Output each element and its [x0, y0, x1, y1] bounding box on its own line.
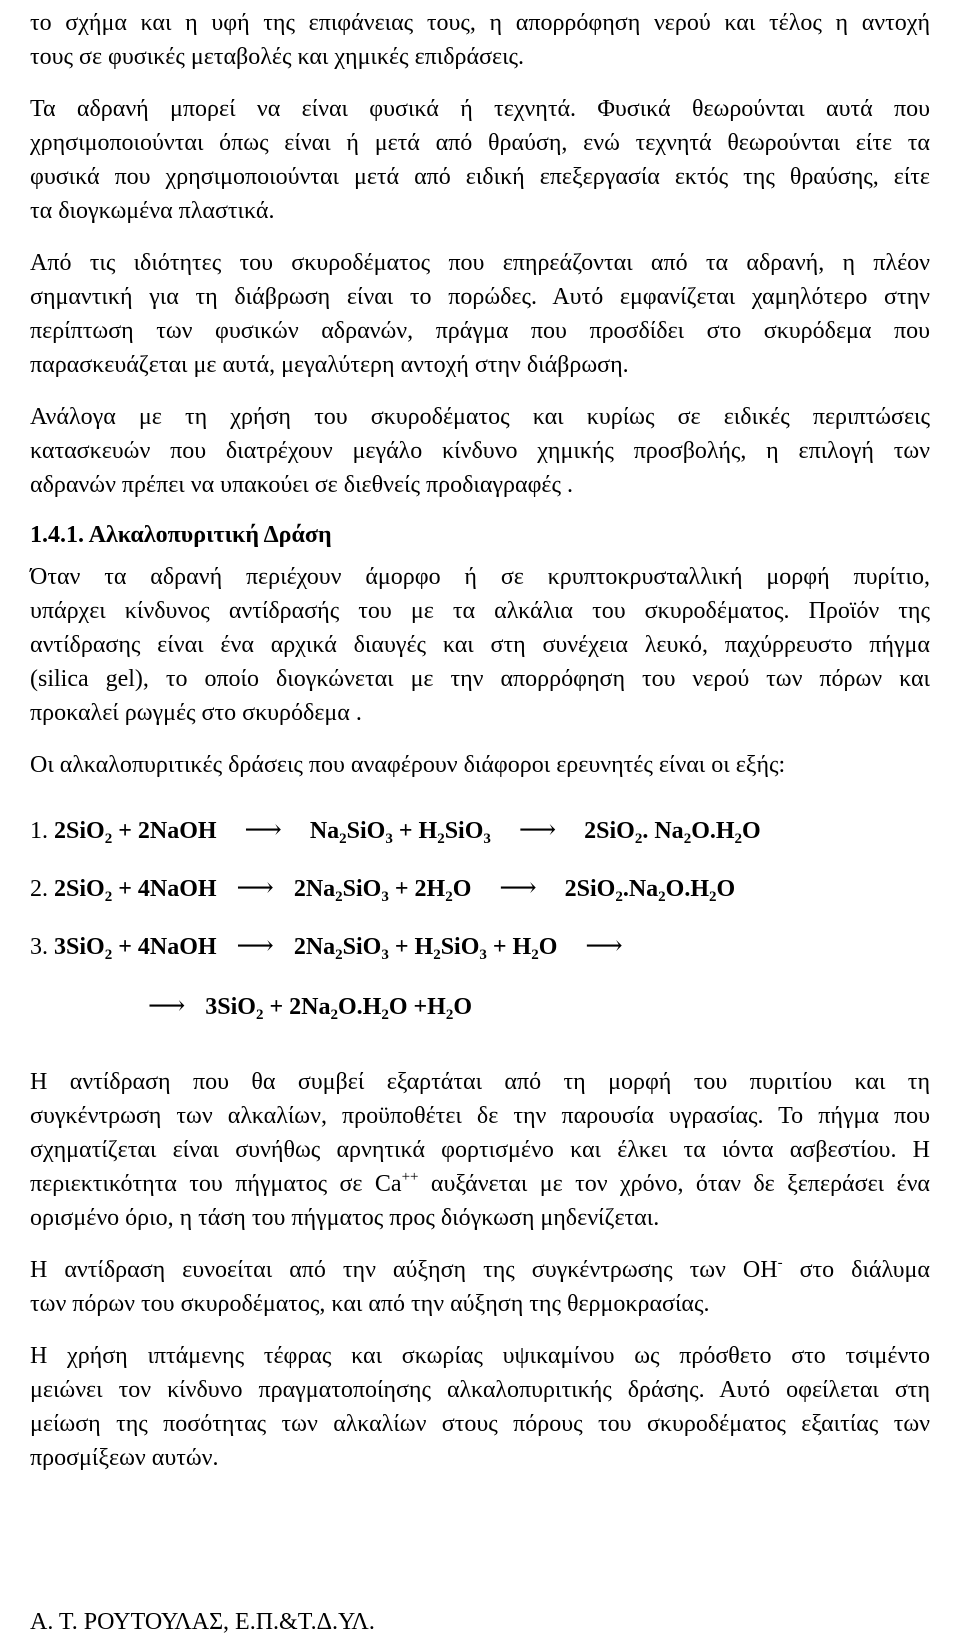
text-line: των πόρων του σκυροδέματος, και από την αύξηση της θερμοκρασίας. [30, 1291, 710, 1317]
reactants: 2SiO$_2$ + 2NaOH [54, 818, 217, 847]
text-line: φυσικά που χρησιμοποιούνται μετά από ειδική επεξεργασία εκτός της θραύσης, είτε [30, 164, 930, 190]
text-line: Η αντίδραση που θα συμβεί εξαρτάται από τη μορφή του πυριτίου και τη [30, 1069, 930, 1095]
reaction-arrow-icon: ⟶ [499, 873, 537, 902]
text-line: σημαντική για τη διάβρωση είναι το πορώδες. Αυτό εμφανίζεται χαμηλότερο στην [30, 284, 930, 310]
text-line: Ανάλογα με τη χρήση του σκυροδέματος και κυρίως σε ειδικές περιπτώσεις [30, 404, 930, 430]
text-line: τους σε φυσικές μεταβολές και χημικές επιδράσεις. [30, 44, 525, 70]
reaction-3-continuation [148, 986, 472, 1026]
text-line: Όταν τα αδρανή περιέχουν άμορφο ή σε κρυπτοκρυσταλλική μορφή πυρίτιο, [30, 564, 930, 590]
text-line: χρησιμοποιούνται όπως είναι ή μετά από θραύση, ενώ τεχνητά θεωρούνται είτε τα [30, 130, 930, 156]
reaction-arrow-icon: ⟶ [236, 931, 274, 960]
text-line: αδρανών πρέπει να υπακούει σε διεθνείς προδιαγραφές . [30, 472, 574, 498]
reaction-arrow-icon: ⟶ [518, 815, 557, 844]
text-line: μείωση της ποσότητας των αλκαλίων στους πόρους του σκυροδέματος εξαιτίας των [30, 1411, 930, 1437]
reaction-arrow-icon: ⟶ [236, 873, 274, 902]
final-products: $3SiO_2 + 2Na_2O.H_2O +H_2O$ [205, 994, 473, 1023]
final-products: 2SiO$_2$. $Na_2O.H_2O$ [584, 818, 761, 847]
text-line: κατασκευών που διατρέχουν μεγάλο κίνδυνο χημικής προσβολής, η επιλογή των [30, 438, 930, 464]
text-line: προσμίξεων αυτών. [30, 1445, 219, 1471]
text-line: αντίδρασης είναι ένα αρχικά διαυγές και στη συνέχεια λευκό, παχύρρευστο πήγμα [30, 632, 930, 658]
reaction-2 [30, 868, 735, 908]
text-line: προκαλεί ρωγμές στο σκυρόδεμα . [30, 700, 362, 726]
section-heading: 1.4.1. Αλκαλοπυριτική Δράση [30, 522, 332, 548]
reactants: 2SiO$_2$ + 4NaOH [54, 876, 217, 905]
text-line: Οι αλκαλοπυριτικές δράσεις που αναφέρουν διάφοροι ερευνητές είναι οι εξής: [30, 752, 786, 778]
reactants: 3SiO$_2$ + 4NaOH [54, 934, 217, 963]
text-line: συγκέντρωση των αλκαλίων, προϋποθέτει δε την παρουσία υγρασίας. Το πήγμα που [30, 1103, 930, 1129]
reaction-arrow-icon: ⟶ [148, 991, 186, 1020]
text-line: σχηματίζεται είναι συνήθως αρνητικά φορτισμένο και έλκει τα ιόντα ασβεστίου. Η [30, 1137, 930, 1163]
text-line: υπάρχει κίνδυνος αντίδρασής του με τα αλκάλια του σκυροδέματος. Προϊόν της [30, 598, 930, 624]
final-products: $2SiO_2.Na_2O.H_2O$ [564, 876, 736, 905]
reaction-arrow-icon: ⟶ [585, 931, 623, 960]
text-line: Τα αδρανή μπορεί να είναι φυσικά ή τεχνητά. Φυσικά θεωρούνται αυτά που [30, 96, 930, 122]
reaction-arrow-icon: ⟶ [244, 815, 282, 844]
page-footer-author: Α. Τ. ΡΟΥΤΟΥΛΑΣ, Ε.Π.&Τ.Δ.ΥΛ. [30, 1609, 375, 1635]
text-line: (silica gel), το οποίο διογκώνεται με την απορρόφηση του νερού των πόρων και [30, 666, 930, 692]
text-line: Από τις ιδιότητες του σκυροδέματος που επηρεάζονται από τα αδρανή, η πλέον [30, 250, 930, 276]
text-line: περίπτωση των φυσικών αδρανών, πράγμα που προσδίδει στο σκυρόδεμα που [30, 318, 930, 344]
text-line: παρασκευάζεται με αυτά, μεγαλύτερη αντοχή στην διάβρωση. [30, 352, 629, 378]
reaction-number: 1. [30, 818, 48, 844]
products: $Na_2SiO_3 + H_2SiO_3$ [309, 818, 491, 847]
products: $2Na_2SiO_3 + 2H_2O$ [293, 876, 472, 905]
reaction-number: 2. [30, 876, 48, 902]
products: $2Na_2SiO_3 + H_2SiO_3 + H_2O$ [293, 934, 558, 963]
text-line: περιεκτικότητα του πήγματος σε Ca++ αυξάνεται με τον χρόνο, όταν δε ξεπεράσει ένα [30, 1169, 931, 1197]
reaction-number: 3. [30, 934, 48, 960]
text-line: ορισμένο όριο, η τάση του πήγματος προς διόγκωση μηδενίζεται. [30, 1205, 660, 1231]
text-line: μειώνει τον κίνδυνο πραγματοποίησης αλκαλοπυριτικής δράσης. Αυτό οφείλεται στη [30, 1377, 930, 1403]
text-line: το σχήμα και η υφή της επιφάνειας τους, η απορρόφηση νερού και τέλος η αντοχή [30, 10, 930, 36]
text-line: τα διογκωμένα πλαστικά. [30, 198, 275, 224]
reaction-1 [30, 810, 761, 850]
text-line: Η χρήση ιπτάμενης τέφρας και σκωρίας υψικαμίνου ως πρόσθετο στο τσιμέντο [30, 1343, 930, 1369]
text-line: Η αντίδραση ευνοείται από την αύξηση της συγκέντρωσης των OH- στο διάλυμα [30, 1255, 931, 1283]
reaction-3 [30, 926, 635, 966]
